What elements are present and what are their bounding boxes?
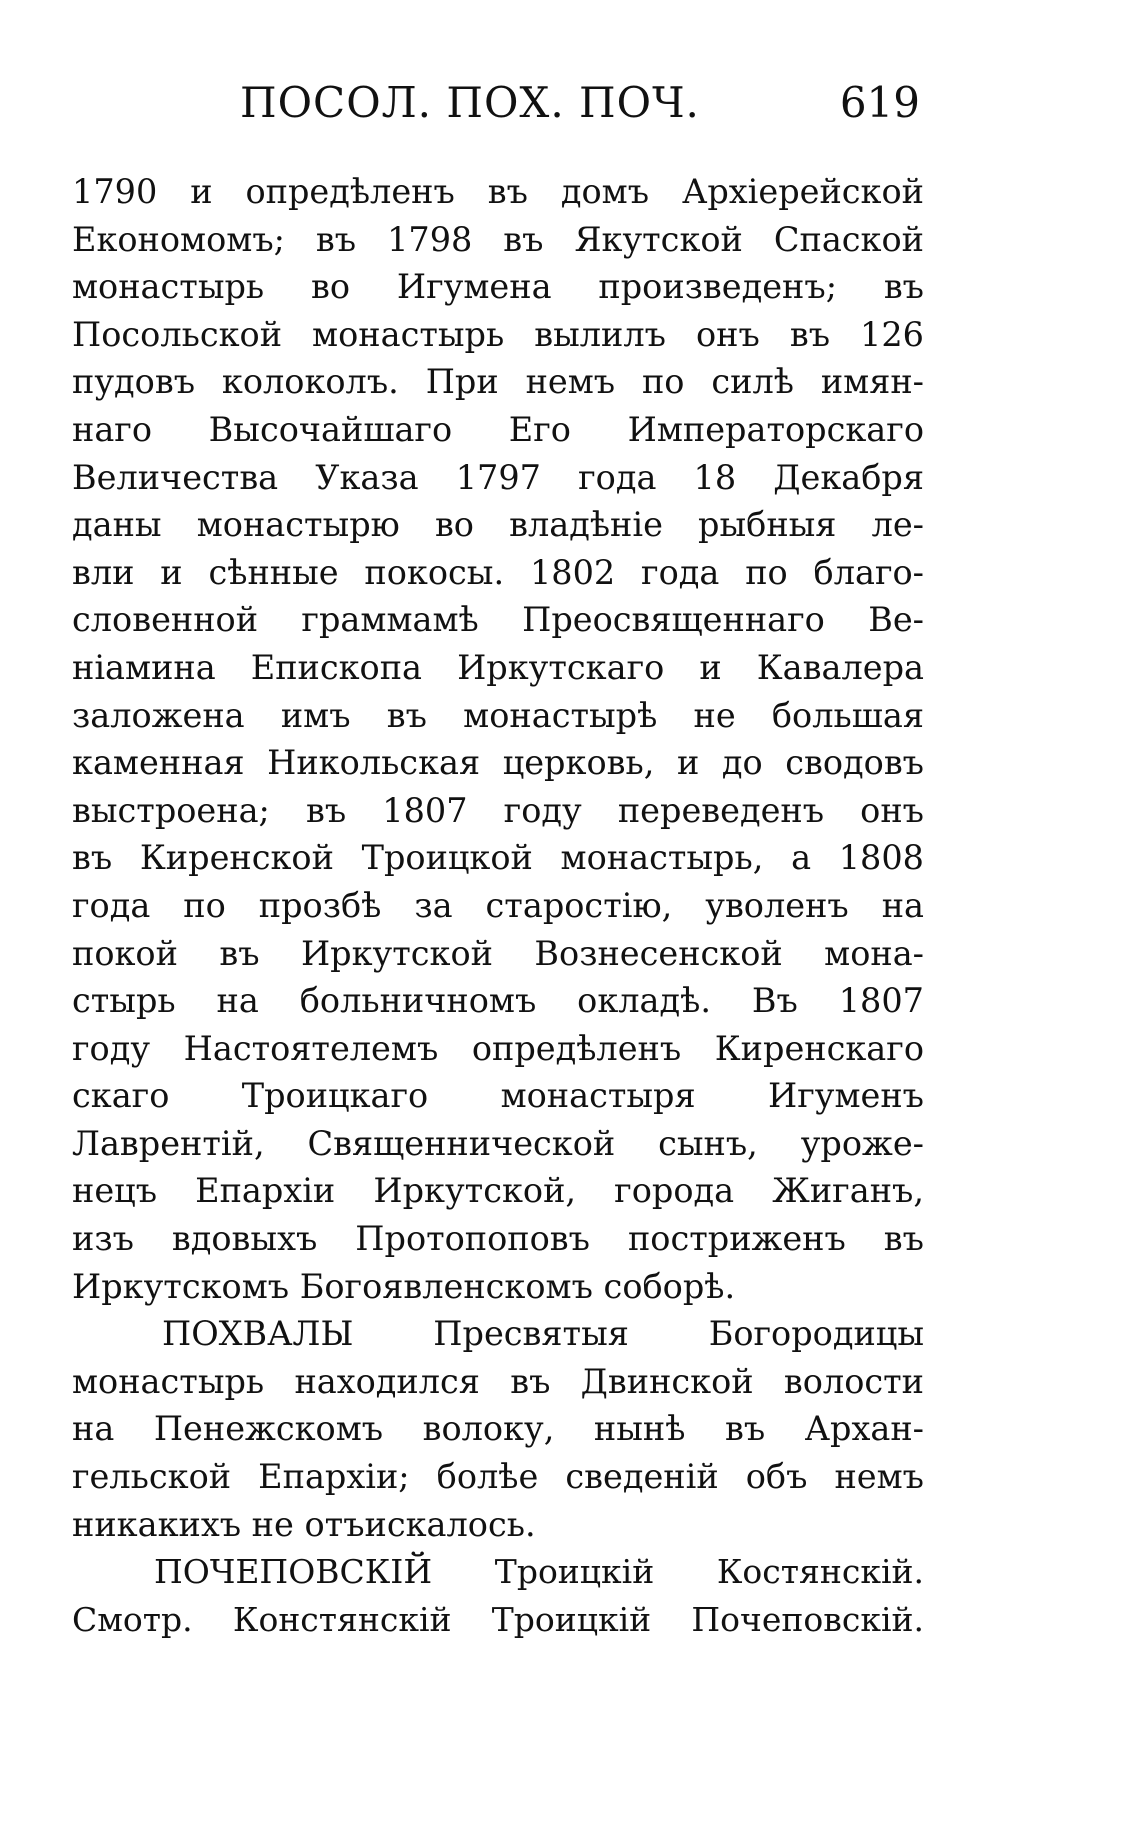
text-line: даны монастырю во владѣніе рыбныя ле- [72,505,924,545]
page-number: 619 [839,78,920,127]
text-line: на Пенежскомъ волоку, нынѣ въ Архан- [72,1409,924,1449]
text-line: 1790 и опредѣленъ въ домъ Архіерейской [72,172,924,211]
text-line: стырь на больничномъ окладѣ. Въ 1807 [72,981,924,1021]
text-line: Лаврентій, Священнической сынъ, урожe- [72,1123,924,1163]
text-line: года по прозбѣ за старостію, уволенъ на [72,885,924,925]
text-line: заложена имъ въ монастырѣ не большая [72,695,924,735]
text-line: никакихъ не отъискалось. [72,1504,536,1544]
text-line: вли и сѣнные покосы. 1802 года по благо- [72,552,924,592]
text-line: въ Киренской Троицкой монастырь, а 1808 [72,838,924,878]
main-text [72,168,924,1643]
text-line: Иркутскомъ Богоявленскомъ соборѣ. [72,1266,736,1306]
text-line: наго Высочайшаго Его Императорскаго [72,409,924,449]
text-line: пудовъ колоколъ. При немъ по силѣ имян- [72,362,924,402]
text-line: Посольской монастырь вылилъ онъ въ 126 [72,314,924,354]
running-head: ПОСОЛ. ПОХ. ПОЧ. [240,78,700,127]
text-line: каменная Никольская церковь, и до сводовъ [72,743,924,783]
text-line: ніамина Епископа Иркутскаго и Кавалера [72,647,924,687]
cross-reference-line: Смотр. Констянскій Троицкій Почеповскій. [72,1599,924,1639]
page-header [240,78,920,138]
text-line: году Настоятелемъ опредѣленъ Киренскаго [72,1028,924,1068]
text-line: нецъ Епархіи Иркутской, города Жиганъ, [72,1171,924,1211]
pokhvaly-heading-line: ПОХВАЛЫ Пресвятыя Богородицы [162,1314,924,1354]
text-line: скаго Троицкаго монастыря Игуменъ [72,1076,924,1116]
text-line: монастырь находился въ Двинской волости [72,1361,924,1401]
pochepovsky-heading-line: ПОЧЕПОВСКІЙ Троицкій Костянскій. [154,1552,924,1592]
text-line: выстроена; въ 1807 году переведенъ онъ [72,790,924,830]
text-line: словенной граммамѣ Преосвященнаго Ве- [72,600,924,640]
text-line: Величества Указа 1797 года 18 Декабря [72,457,924,497]
text-line: монастырь во Игумена произведенъ; въ [72,267,924,307]
text-line: изъ вдовыхъ Протопоповъ постриженъ въ [72,1219,924,1259]
text-line: покой въ Иркутской Вознесенской мона- [72,933,924,973]
text-line: гельской Епархіи; болѣе сведеній объ немъ [72,1457,924,1497]
text-line: Економомъ; въ 1798 въ Якутской Спаской [72,219,924,259]
